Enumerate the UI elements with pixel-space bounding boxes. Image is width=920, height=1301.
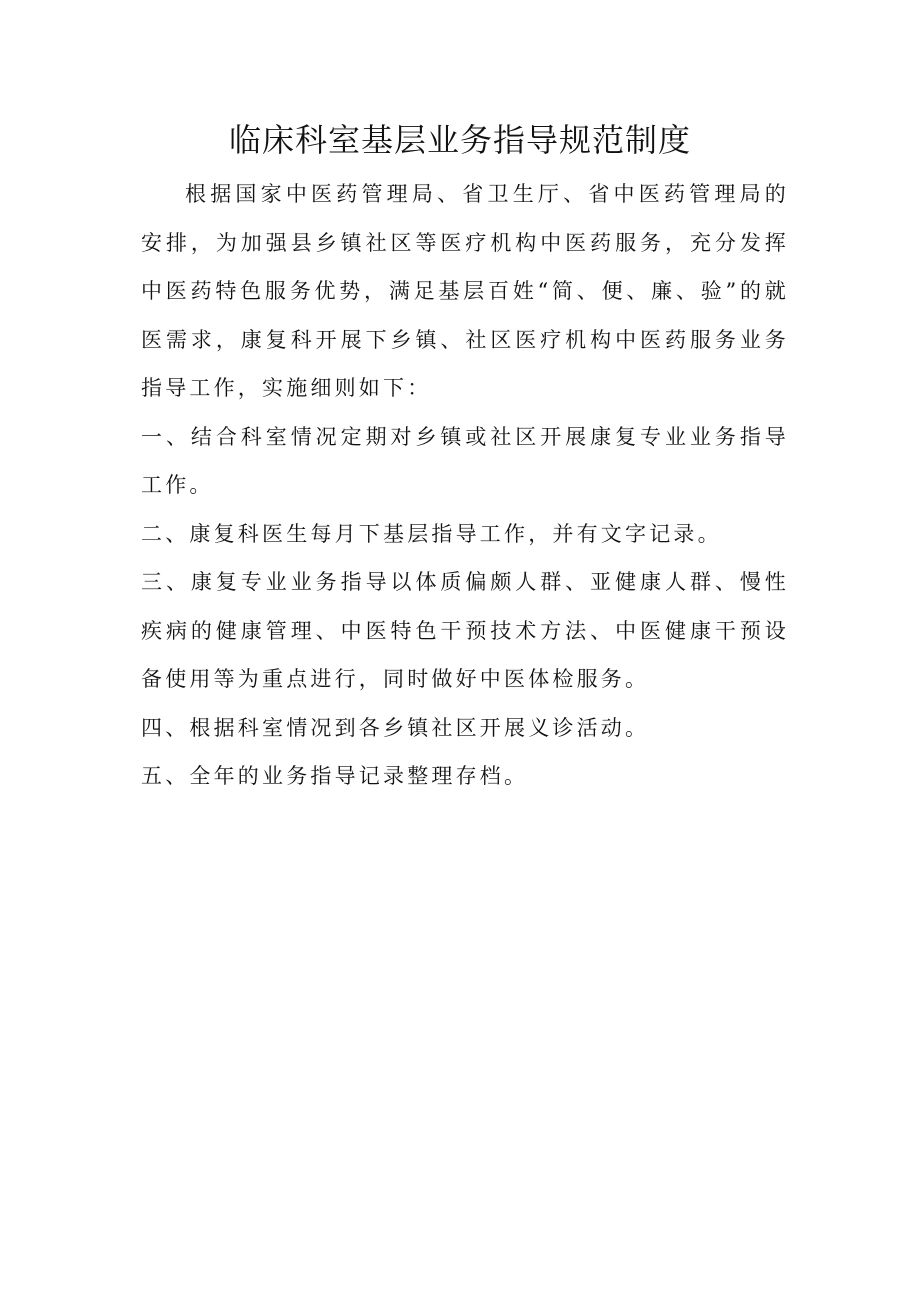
document-body (141, 170, 789, 801)
document-title: 临床科室基层业务指导规范制度 (228, 121, 691, 159)
rule-item-4: 四、根据科室情况到各乡镇社区开展义诊活动。 (141, 715, 650, 740)
rule-item-2: 二、康复科医生每月下基层指导工作，并有文字记录。 (141, 521, 722, 546)
rule-item-5: 五、全年的业务指导记录整理存档。 (141, 764, 529, 788)
rule-item-3: 三、康复专业业务指导以体质偏颇人群、亚健康人群、慢性疾病的健康管理、中医特色干预技术方法、中医健康干预设备使用等为重点进行，同时做好中医体检服务。 (141, 570, 789, 691)
intro-paragraph: 根据国家中医药管理局、省卫生厅、省中医药管理局的安排，为加强县乡镇社区等医疗机构中医药服务，充分发挥中医药特色服务优势，满足基层百姓“简、便、廉、验”的就医需求，康复科开展下乡镇、社区医疗机构中医药服务业务指导工作，实施细则如下： (141, 182, 789, 400)
rule-item-1: 一、结合科室情况定期对乡镇或社区开展康复专业业务指导工作。 (141, 424, 789, 497)
